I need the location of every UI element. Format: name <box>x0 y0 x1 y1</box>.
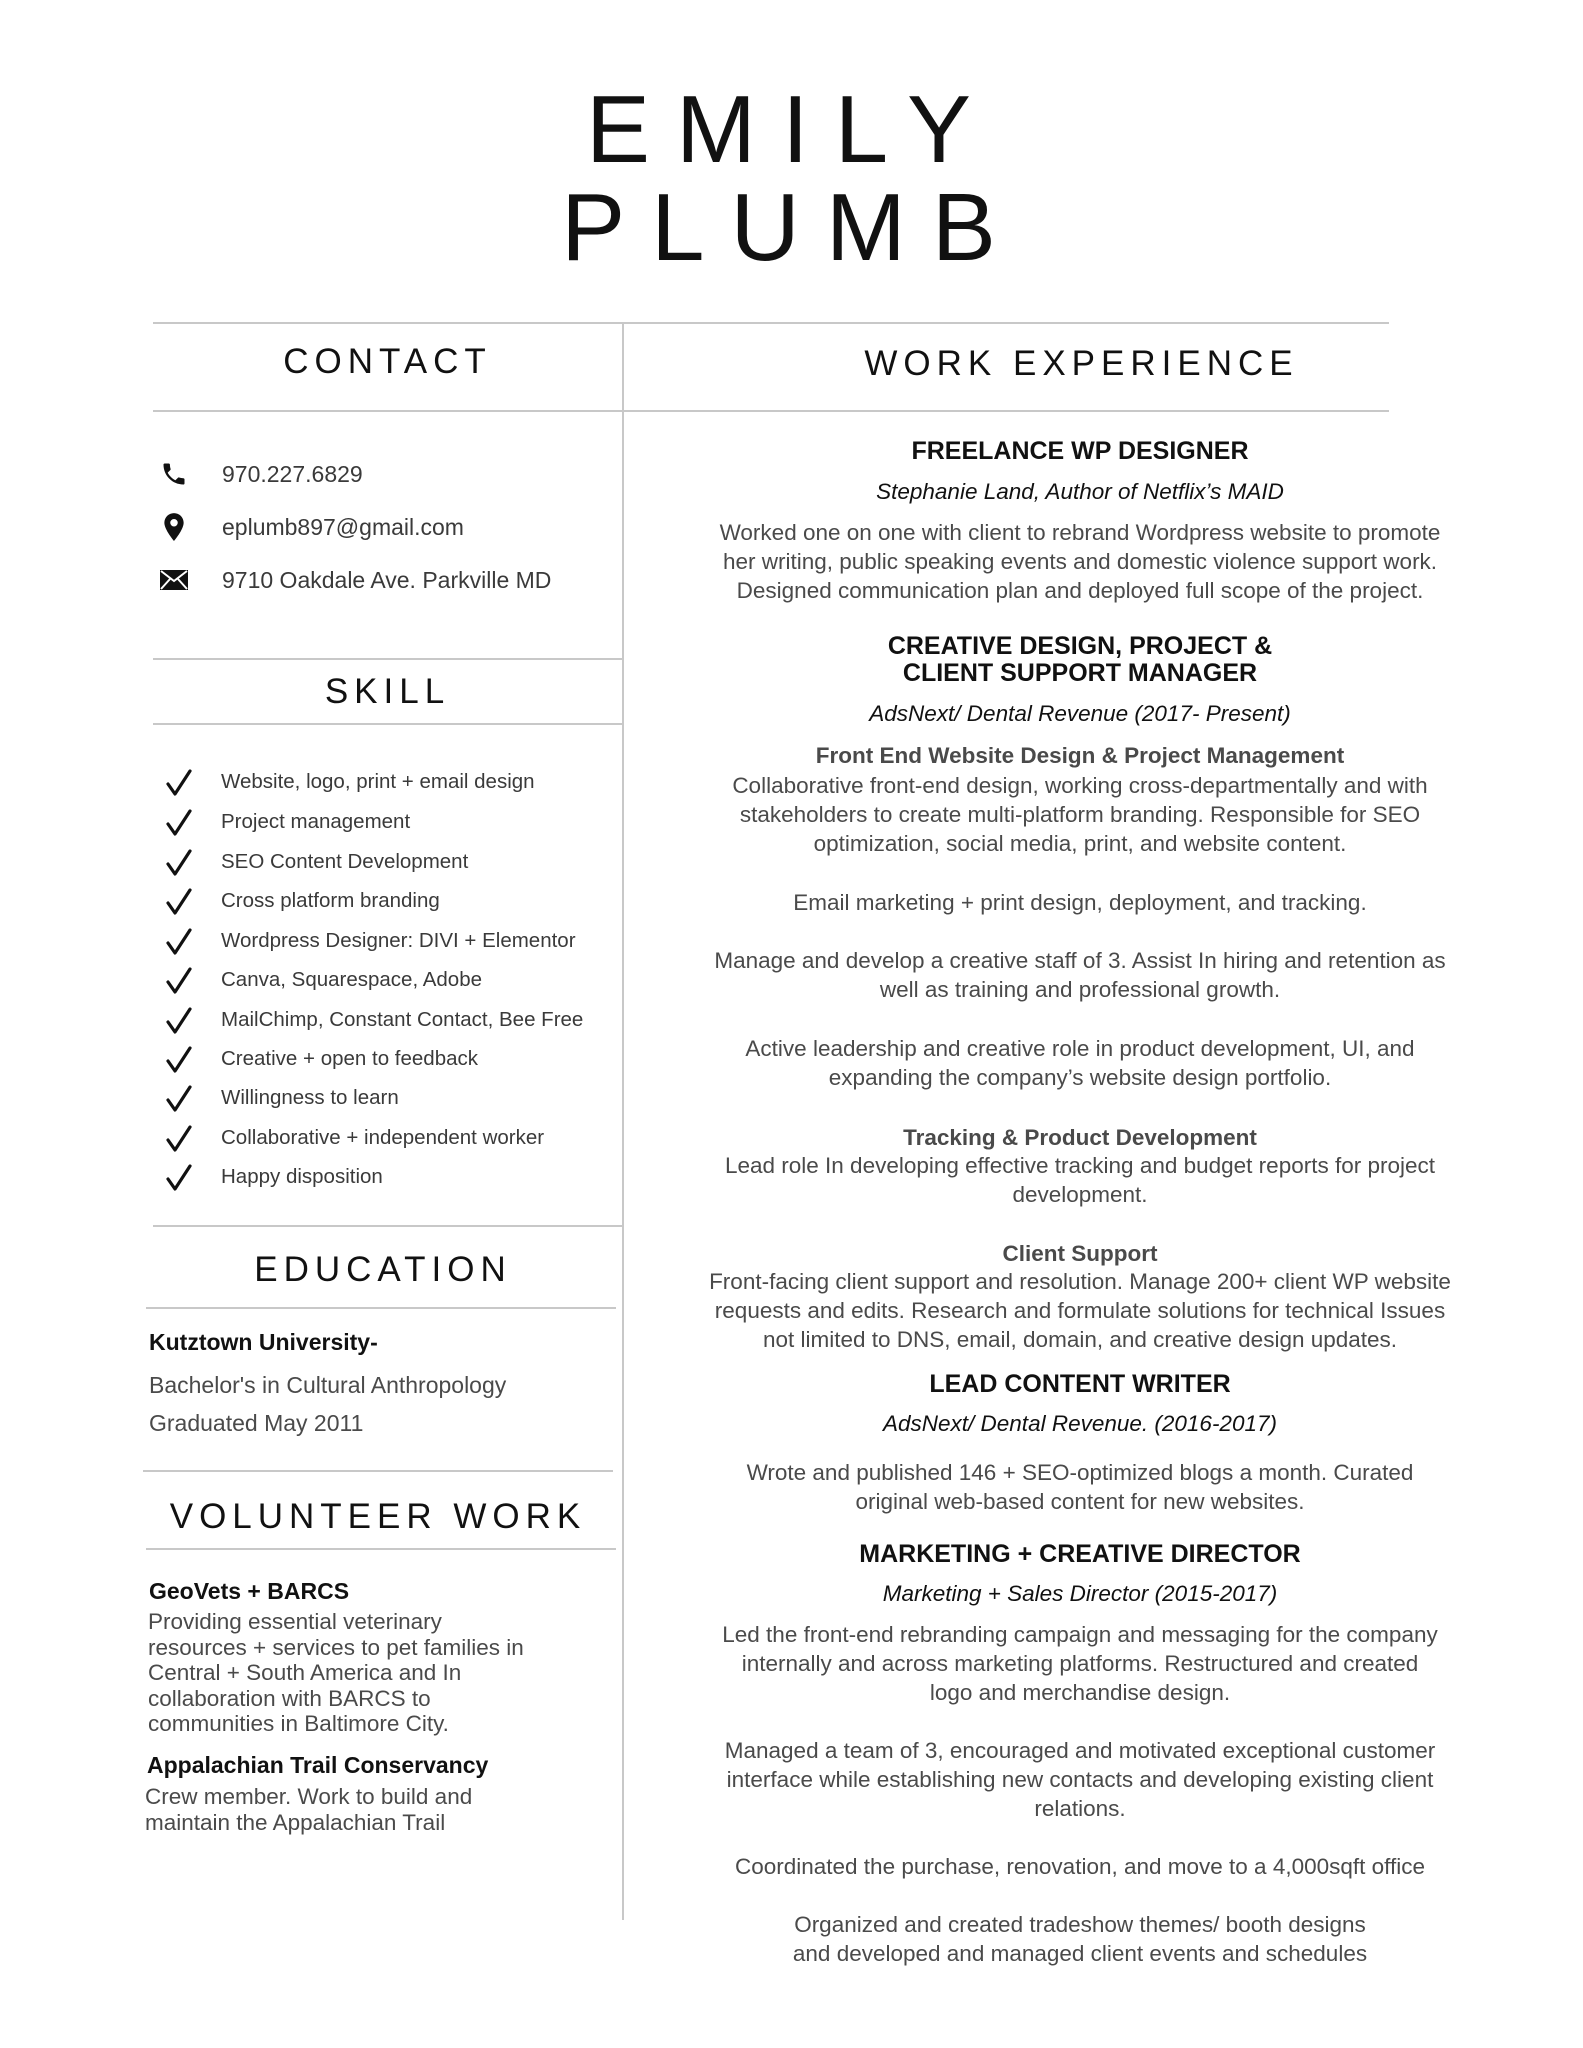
skill-item-label: SEO Content Development <box>221 850 469 873</box>
job4-client: Marketing + Sales Director (2015-2017) <box>882 1581 1278 1606</box>
volunteer-org-geovets-desc: Providing essential veterinary resources + services to pet families in Central + South America and In collaboration with BARCS to communities in Baltimore City. <box>148 1609 524 1736</box>
checkmark-icon <box>165 1045 193 1075</box>
skill-item-label: Happy disposition <box>221 1165 383 1188</box>
job1-desc: Worked one on one with client to rebrand Wordpress website to promote her writing, public speaking events and domestic violence support work. Designed communication plan and deployed full scope of the project. <box>719 520 1441 603</box>
skill-item-label: Cross platform branding <box>221 889 440 912</box>
checkmark-icon <box>165 848 193 878</box>
divider-top <box>153 322 1389 324</box>
checkmark-icon <box>165 808 193 838</box>
job4-p4: Organized and created tradeshow themes/ booth designs and developed and managed client events and schedules <box>792 1912 1368 1966</box>
name-last: PLUMB <box>561 174 1022 281</box>
job2-p2: Email marketing + print design, deployment, and tracking. <box>793 890 1367 915</box>
skill-item-label: Willingness to learn <box>221 1086 399 1109</box>
volunteer-org-atc: Appalachian Trail Conservancy <box>147 1752 489 1778</box>
volunteer-divider-bottom <box>146 1548 616 1550</box>
job2-p1: Collaborative front-end design, working cross-departmentally and with stakeholders to create multi-platform branding. Responsible for SEO optimization, social media, print, and website content. <box>732 773 1428 856</box>
job2-client: AdsNext/ Dental Revenue (2017- Present) <box>869 701 1291 726</box>
job2-title: CREATIVE DESIGN, PROJECT & CLIENT SUPPORT MANAGER <box>887 632 1273 687</box>
education-graduated: Graduated May 2011 <box>149 1410 364 1436</box>
job2-p4: Active leadership and creative role in product development, UI, and expanding the company’s website design portfolio. <box>745 1036 1415 1090</box>
skill-item-label: Collaborative + independent worker <box>221 1126 545 1149</box>
checkmark-icon <box>165 1124 193 1154</box>
contact-email-text: eplumb897@gmail.com <box>222 513 464 540</box>
job4-p2: Managed a team of 3, encouraged and motivated exceptional customer interface while establishing new contacts and developing existing client relations. <box>724 1738 1436 1821</box>
job3-desc: Wrote and published 146 + SEO-optimized blogs a month. Curated original web-based content for new websites. <box>746 1460 1414 1514</box>
education-divider-top <box>153 1225 622 1227</box>
checkmark-icon <box>165 768 193 798</box>
volunteer-org-atc-desc: Crew member. Work to build and maintain the Appalachian Trail <box>145 1784 473 1835</box>
job2-p5: Lead role In developing effective tracking and budget reports for project development. <box>724 1153 1436 1207</box>
job3-client: AdsNext/ Dental Revenue. (2016-2017) <box>883 1411 1277 1436</box>
education-divider-bottom <box>146 1307 616 1309</box>
contact-phone-text: 970.227.6829 <box>222 460 363 487</box>
work-experience-title: WORK EXPERIENCE <box>864 344 1299 383</box>
job1-title: FREELANCE WP DESIGNER <box>911 437 1249 465</box>
checkmark-icon <box>165 887 193 917</box>
column-divider <box>622 322 624 1920</box>
skill-item-label: Creative + open to feedback <box>221 1047 478 1070</box>
name-first: EMILY <box>586 76 997 183</box>
contact-address-text: 9710 Oakdale Ave. Parkville MD <box>222 566 552 593</box>
education-title: EDUCATION <box>254 1250 512 1289</box>
job3-title: LEAD CONTENT WRITER <box>929 1370 1231 1398</box>
checkmark-icon <box>165 1006 193 1036</box>
job2-head-web-design: Front End Website Design & Project Management <box>815 743 1345 768</box>
volunteer-org-geovets: GeoVets + BARCS <box>149 1578 350 1604</box>
divider-header-bottom <box>153 410 1389 412</box>
checkmark-icon <box>165 966 193 996</box>
job2-p3: Manage and develop a creative staff of 3. Assist In hiring and retention as well as training and professional growth. <box>714 948 1446 1002</box>
skill-item-label: Website, logo, print + email design <box>221 770 535 793</box>
job4-p3: Coordinated the purchase, renovation, and move to a 4,000sqft office <box>734 1854 1426 1879</box>
volunteer-divider-top <box>143 1470 613 1472</box>
job2-head-client-support: Client Support <box>1002 1241 1158 1266</box>
contact-email <box>158 507 464 547</box>
education-school: Kutztown University- <box>149 1329 378 1355</box>
checkmark-icon <box>165 1084 193 1114</box>
location-pin-icon <box>158 511 190 543</box>
skill-item-label: MailChimp, Constant Contact, Bee Free <box>221 1008 584 1031</box>
envelope-icon <box>158 564 190 596</box>
job2-p6: Front-facing client support and resolution. Manage 200+ client WP website requests and edits. Research and formulate solutions for technical Issues not limited to DNS, email, domain, and creative design updates. <box>709 1269 1451 1352</box>
job4-title: MARKETING + CREATIVE DIRECTOR <box>859 1540 1301 1568</box>
skill-item-label: Canva, Squarespace, Adobe <box>221 968 482 991</box>
contact-address <box>158 560 552 600</box>
job2-head-tracking: Tracking & Product Development <box>903 1125 1257 1150</box>
skill-title: SKILL <box>324 672 451 711</box>
skill-divider-top <box>153 658 622 660</box>
education-degree: Bachelor's in Cultural Anthropology <box>149 1372 507 1398</box>
contact-title: CONTACT <box>283 342 492 381</box>
job1-client: Stephanie Land, Author of Netflix’s MAID <box>876 479 1284 504</box>
skill-item-label: Wordpress Designer: DIVI + Elementor <box>221 929 576 952</box>
job4-p1: Led the front-end rebranding campaign and messaging for the company internally and across marketing platforms. Restructured and created logo and merchandise design. <box>722 1622 1438 1705</box>
checkmark-icon <box>165 927 193 957</box>
contact-phone <box>158 454 363 494</box>
skill-item-label: Project management <box>221 810 411 833</box>
phone-icon <box>158 458 190 490</box>
checkmark-icon <box>165 1163 193 1193</box>
volunteer-title: VOLUNTEER WORK <box>169 1497 587 1536</box>
skill-divider-bottom <box>153 723 622 725</box>
